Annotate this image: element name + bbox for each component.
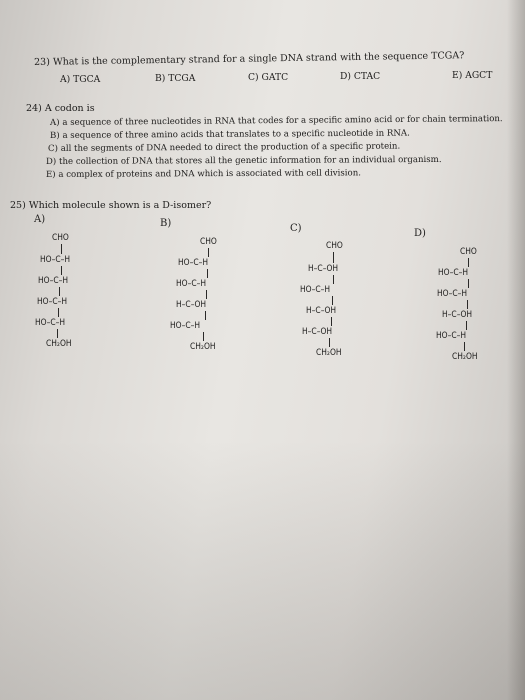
molecule-b-bottom: CH₂OH — [190, 341, 216, 351]
q24-option-b: B) a sequence of three amino acids that translates to a specific nucleotide in RNA. — [50, 128, 410, 141]
q24-prompt: 24) A codon is — [26, 103, 95, 114]
molecule-c-bottom: CH₂OH — [316, 347, 342, 357]
q23-option-e: E) AGCT — [452, 70, 493, 81]
molecule-d-row-3: H–C–OH — [442, 309, 473, 319]
molecule-b-row-3: H–C–OH — [176, 299, 207, 309]
molecule-c-row-3: H–C–OH — [306, 305, 337, 315]
molecule-a-row-3: HO–C–H — [37, 296, 68, 306]
molecule-b-row-2: HO–C–H — [176, 278, 207, 288]
molecule-b-label: B) — [160, 218, 172, 229]
molecule-c-label: C) — [290, 223, 302, 234]
molecule-a-label: A) — [34, 214, 46, 225]
molecule-d-row-2: HO–C–H — [437, 288, 468, 298]
molecule-d-bottom: CH₂OH — [452, 351, 478, 361]
molecule-d-row-1: HO–C–H — [438, 267, 469, 277]
molecule-b-row-4: HO–C–H — [170, 320, 201, 330]
molecule-b-row-1: HO–C–H — [178, 257, 209, 267]
q23-prompt: 23) What is the complementary strand for a single DNA strand with the sequence TCGA? — [34, 50, 465, 68]
molecule-d-row-4: HO–C–H — [436, 330, 467, 340]
molecule-a — [35, 232, 90, 362]
molecule-d-top: CHO — [460, 246, 477, 256]
molecule-a-row-4: HO–C–H — [35, 317, 66, 327]
molecule-a-bottom: CH₂OH — [46, 338, 72, 348]
molecule-b-top: CHO — [200, 236, 217, 246]
molecule-c-row-2: HO–C–H — [300, 284, 331, 294]
q23-option-c: C) GATC — [248, 72, 289, 83]
q24-option-a: A) a sequence of three nucleotides in RNA that codes for a specific amino acid or for chain termination. — [50, 114, 503, 128]
q23-option-a: A) TGCA — [60, 74, 101, 85]
molecule-c-row-4: H–C–OH — [302, 326, 333, 336]
molecule-b — [170, 236, 230, 366]
q24-option-e: E) a complex of proteins and DNA which is associated with cell division. — [46, 168, 361, 180]
page-shadow — [0, 440, 525, 700]
q23-option-b: B) TCGA — [155, 73, 196, 84]
q25-prompt: 25) Which molecule shown is a D-isomer? — [10, 200, 212, 211]
molecule-c-top: CHO — [326, 240, 343, 250]
molecule-d-label: D) — [414, 228, 426, 239]
q24-option-c: C) all the segments of DNA needed to direct the production of a specific protein. — [48, 141, 401, 154]
molecule-c-row-1: H–C–OH — [308, 263, 339, 273]
molecule-a-row-2: HO–C–H — [38, 275, 69, 285]
molecule-d — [430, 246, 500, 376]
q23-option-d: D) CTAC — [340, 71, 381, 82]
molecule-a-top: CHO — [52, 232, 69, 242]
molecule-a-row-1: HO–C–H — [40, 254, 71, 264]
molecule-c — [300, 240, 360, 370]
q24-option-d: D) the collection of DNA that stores all the genetic information for an individual organism. — [46, 154, 442, 167]
page-edge — [507, 0, 525, 700]
